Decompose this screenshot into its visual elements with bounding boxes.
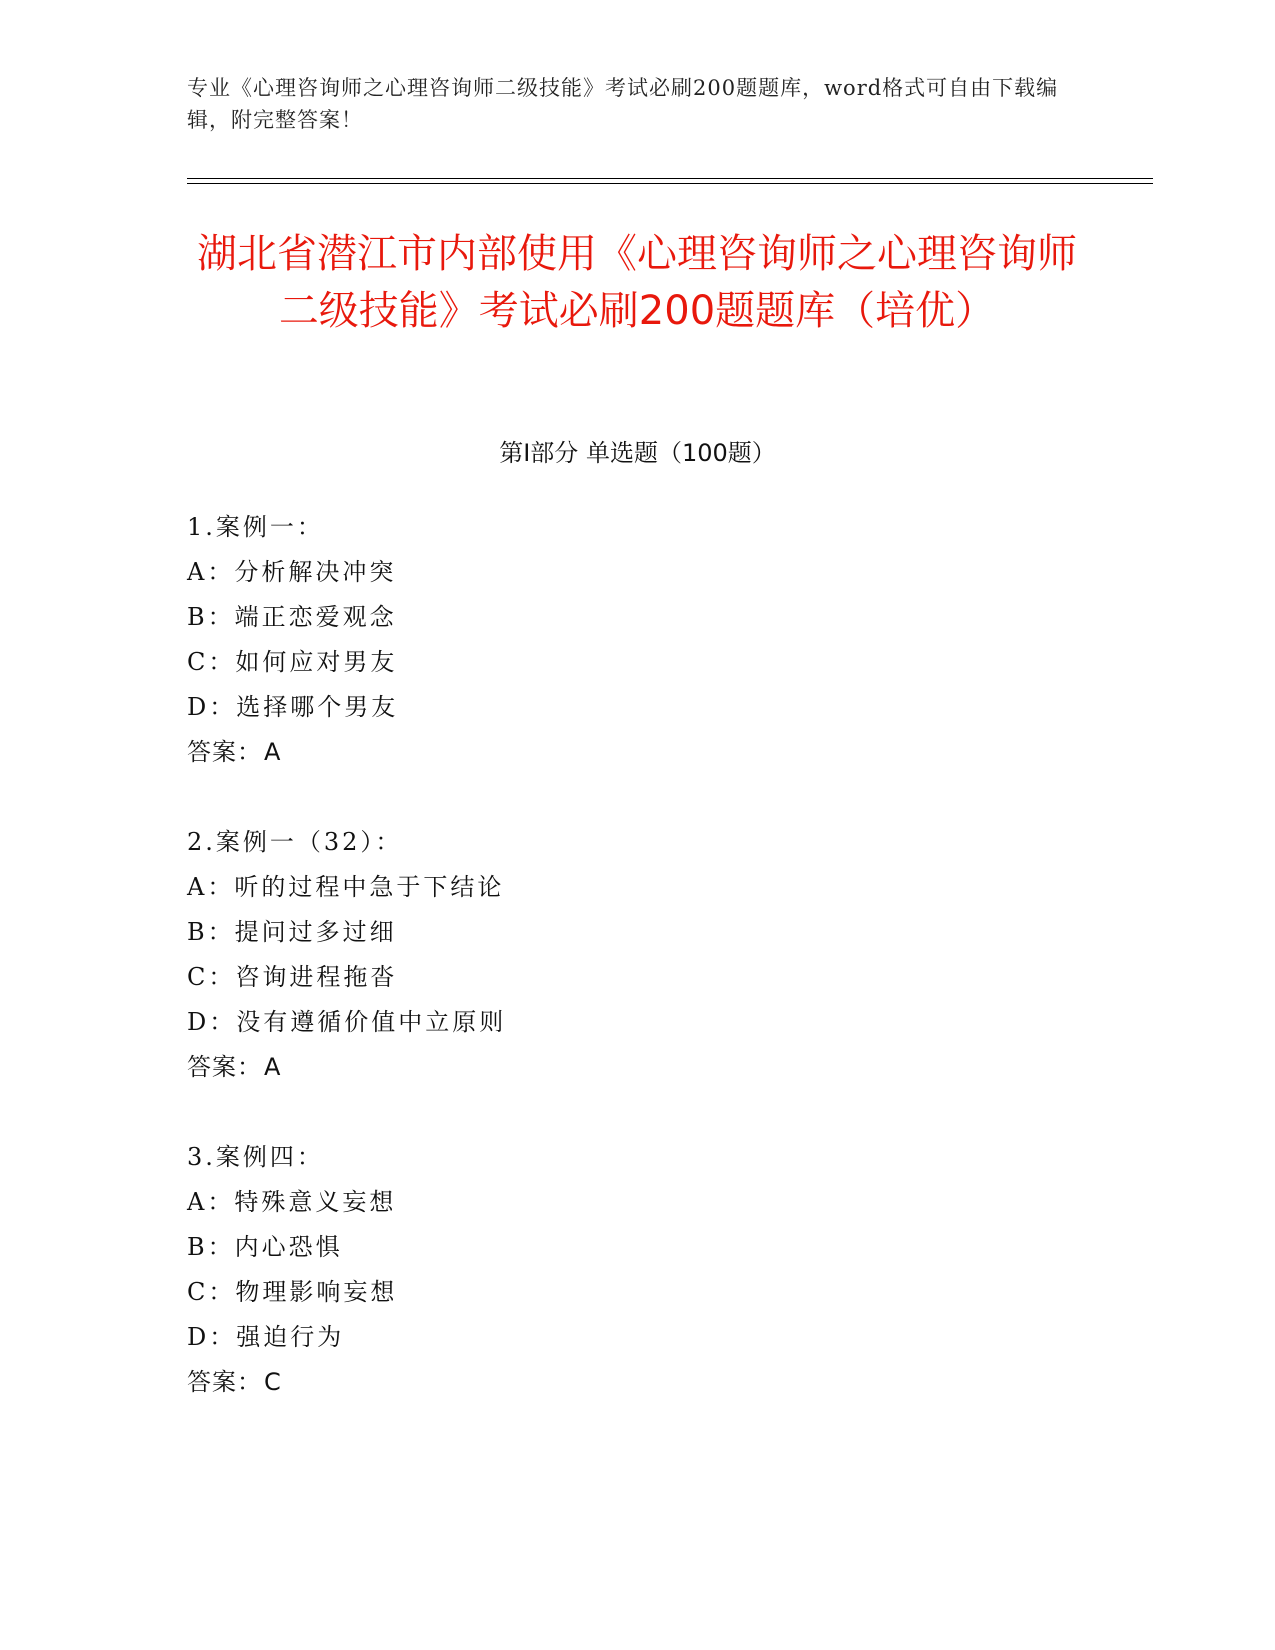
option-c: C：咨询进程拖沓 xyxy=(187,963,398,991)
answer-label: 答案： xyxy=(187,1368,262,1396)
option-d: D：选择哪个男友 xyxy=(187,693,399,721)
option-d: D：没有遵循价值中立原则 xyxy=(187,1008,507,1036)
header-note: 专业《心理咨询师之心理咨询师二级技能》考试必刷200题题库，word格式可自由下载编辑，附完整答案！ xyxy=(187,76,1059,132)
answer-value: A xyxy=(264,1053,282,1081)
option-a: A：特殊意义妄想 xyxy=(187,1188,397,1216)
option-c: C：如何应对男友 xyxy=(187,648,398,676)
answer-label: 答案： xyxy=(187,1053,262,1081)
header-divider-bottom xyxy=(187,183,1153,184)
document-title: 湖北省潜江市内部使用《心理咨询师之心理咨询师二级技能》考试必刷200题题库（培优） xyxy=(197,231,1077,334)
section-title: 第Ⅰ部分 单选题（100题） xyxy=(499,439,776,467)
question-1 xyxy=(187,505,1087,775)
answer-line xyxy=(187,730,1087,775)
question-stem: 1.案例一： xyxy=(187,513,324,541)
option-b: B：内心恐惧 xyxy=(187,1233,343,1261)
option-d: D：强迫行为 xyxy=(187,1323,345,1351)
option-b: B：提问过多过细 xyxy=(187,918,397,946)
answer-value: A xyxy=(264,738,282,766)
question-2 xyxy=(187,820,1087,1090)
question-stem: 3.案例四： xyxy=(187,1143,324,1171)
question-stem: 2.案例一（32）： xyxy=(187,828,403,856)
option-b: B：端正恋爱观念 xyxy=(187,603,397,631)
answer-label: 答案： xyxy=(187,738,262,766)
header-divider-top xyxy=(187,178,1153,179)
question-3 xyxy=(187,1135,1087,1405)
answer-value: C xyxy=(264,1368,282,1396)
option-c: C：物理影响妄想 xyxy=(187,1278,398,1306)
option-a: A：听的过程中急于下结论 xyxy=(187,873,505,901)
answer-line xyxy=(187,1360,1087,1405)
option-a: A：分析解决冲突 xyxy=(187,558,397,586)
answer-line xyxy=(187,1045,1087,1090)
